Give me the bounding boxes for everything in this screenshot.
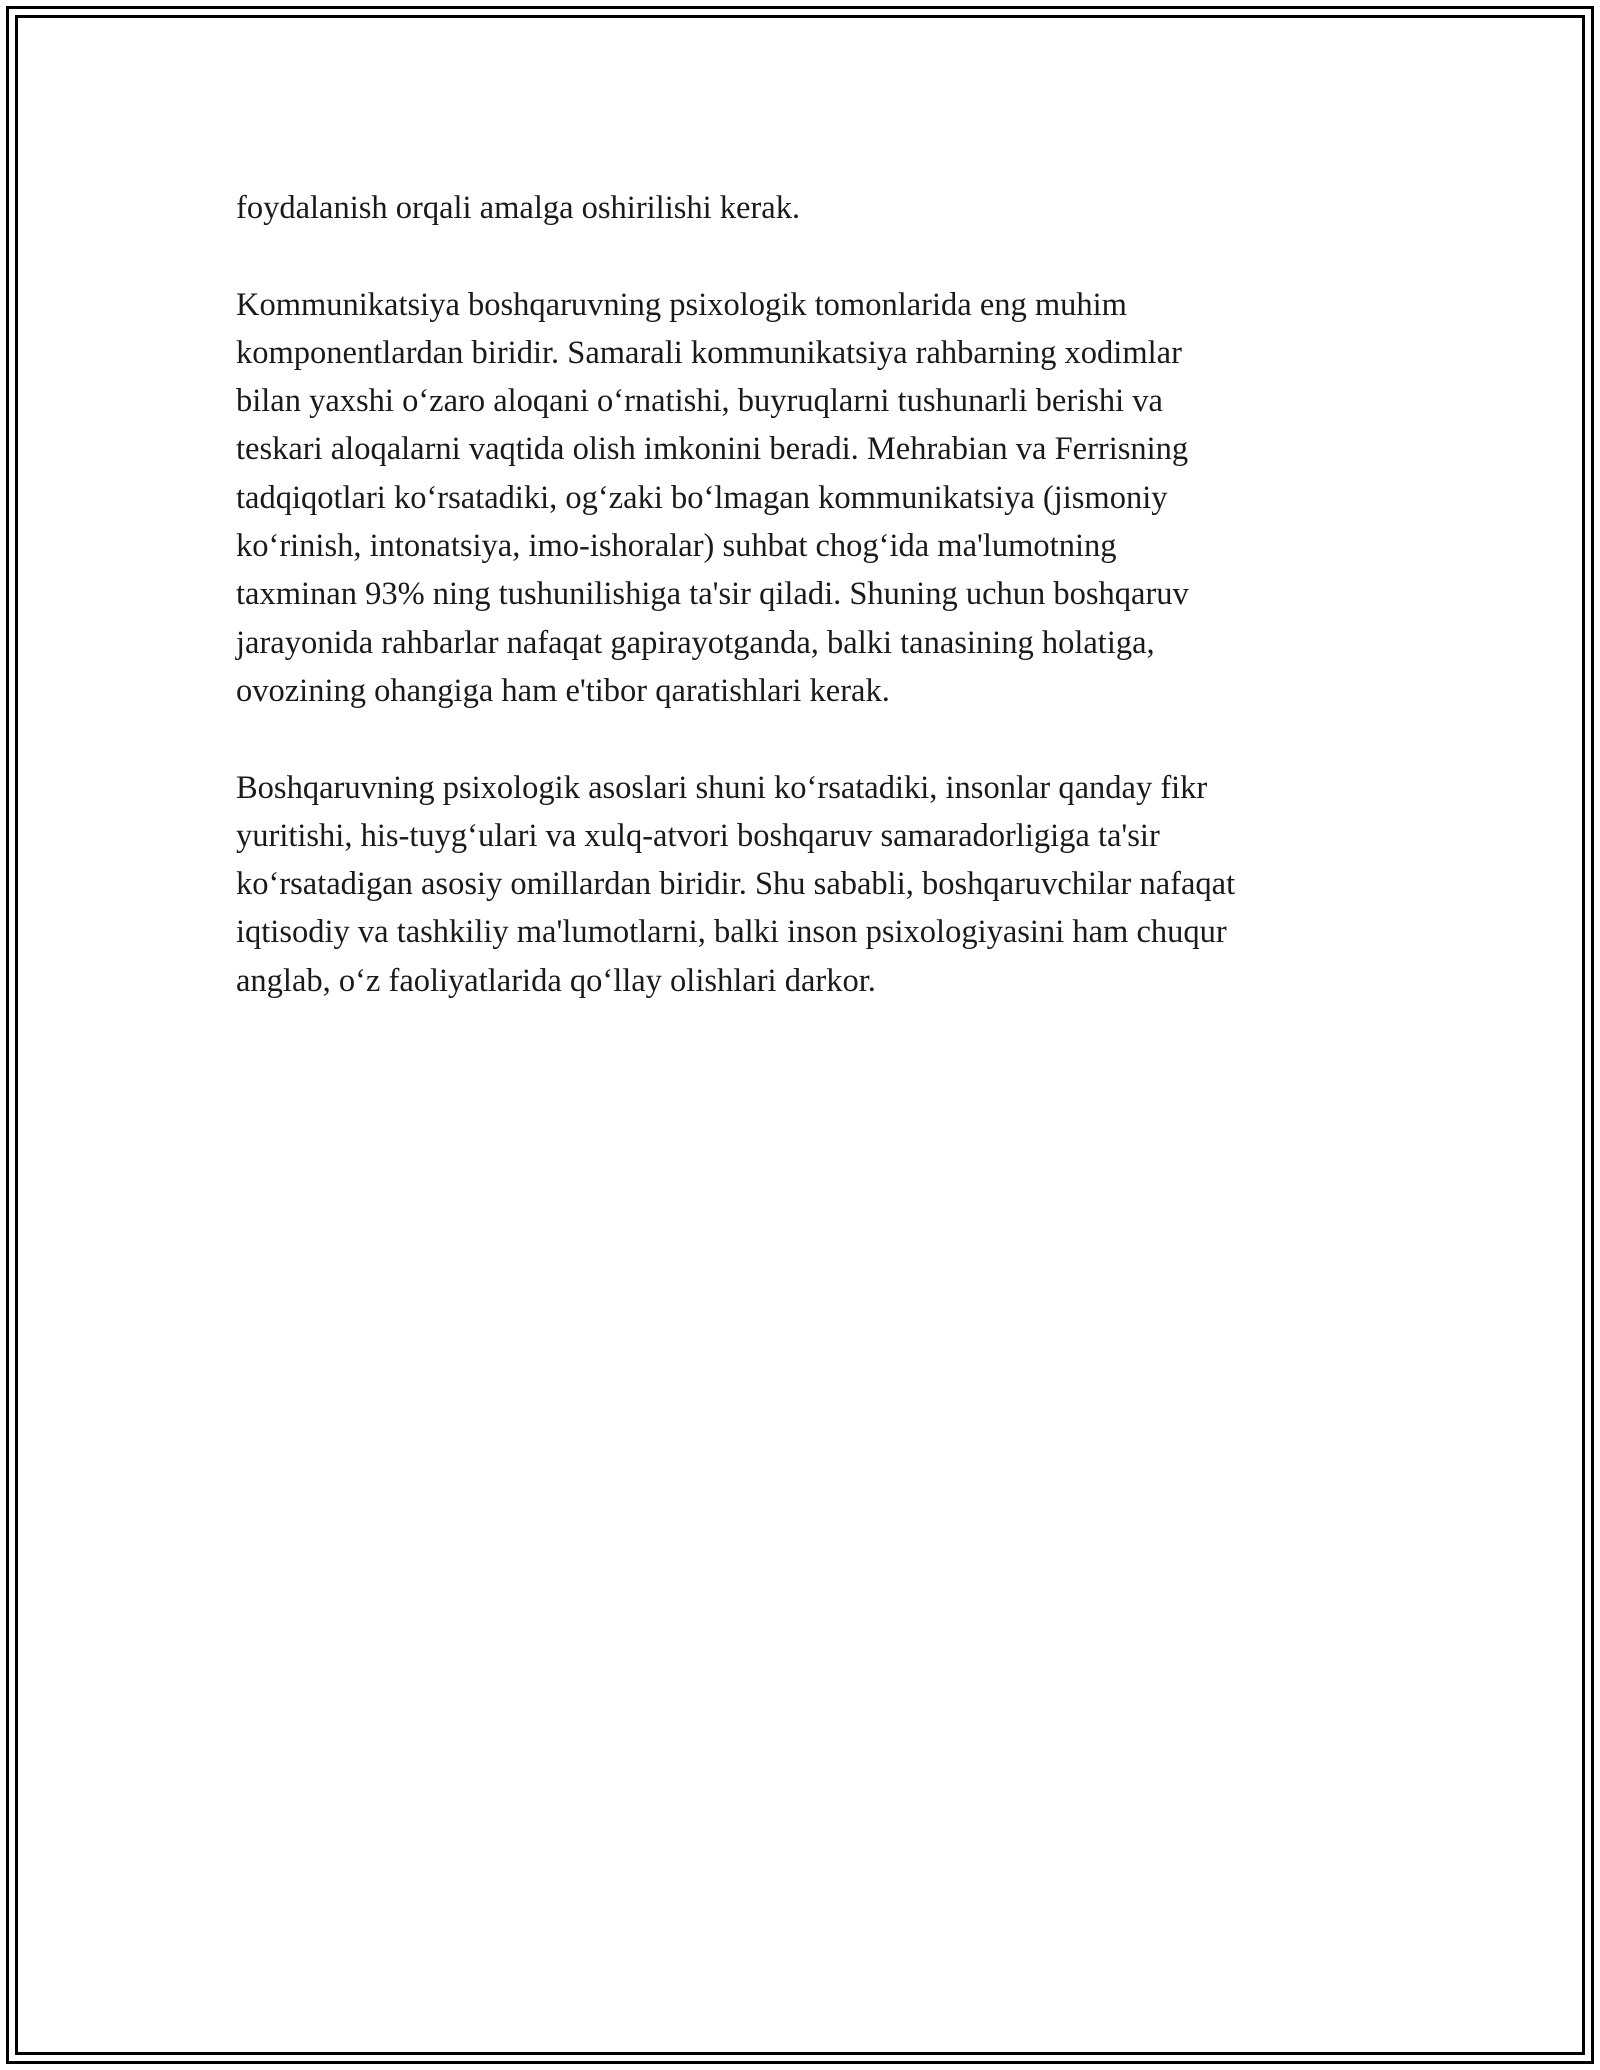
text-line: Boshqaruvning psixologik asoslari shuni ko‘rsatadiki, insonlar qanday fikr [236, 769, 1208, 806]
text-line: anglab, o‘z faoliyatlarida qo‘llay olishlari darkor. [236, 962, 876, 999]
paragraph-psychological-foundations [236, 764, 1386, 1005]
text-line: ko‘rsatadigan asosiy omillardan biridir. Shu sababli, boshqaruvchilar nafaqat [236, 866, 1236, 903]
text-line: teskari aloqalarni vaqtida olish imkonini beradi. Mehrabian va Ferrisning [236, 431, 1189, 468]
text-line: foydalanish orqali amalga oshirilishi kerak. [236, 190, 801, 226]
paragraph-continuation [236, 184, 1386, 232]
text-line: ovozining ohangiga ham e'tibor qaratishlari kerak. [236, 672, 890, 709]
text-line: ko‘rinish, intonatsiya, imo-ishoralar) suhbat chog‘ida ma'lumotning [236, 528, 1117, 565]
paragraph-communication [236, 281, 1386, 716]
document-body [236, 184, 1386, 1005]
text-line: yuritishi, his-tuyg‘ulari va xulq-atvori boshqaruv samaradorligiga ta'sir [236, 817, 1160, 854]
text-line: iqtisodiy va tashkiliy ma'lumotlarni, balki inson psixologiyasini ham chuqur [236, 914, 1227, 951]
text-line: taxminan 93% ning tushunilishiga ta'sir qiladi. Shuning uchun boshqaruv [236, 576, 1189, 613]
text-line: jarayonida rahbarlar nafaqat gapirayotganda, balki tanasining holatiga, [236, 624, 1155, 661]
text-line: tadqiqotlari ko‘rsatadiki, og‘zaki bo‘lmagan kommunikatsiya (jismoniy [236, 479, 1168, 516]
text-line: bilan yaxshi o‘zaro aloqani o‘rnatishi, buyruqlarni tushunarli berishi va [236, 383, 1163, 420]
text-line: Kommunikatsiya boshqaruvning psixologik tomonlarida eng muhim [236, 286, 1127, 323]
text-line: komponentlardan biridir. Samarali kommunikatsiya rahbarning xodimlar [236, 334, 1182, 371]
